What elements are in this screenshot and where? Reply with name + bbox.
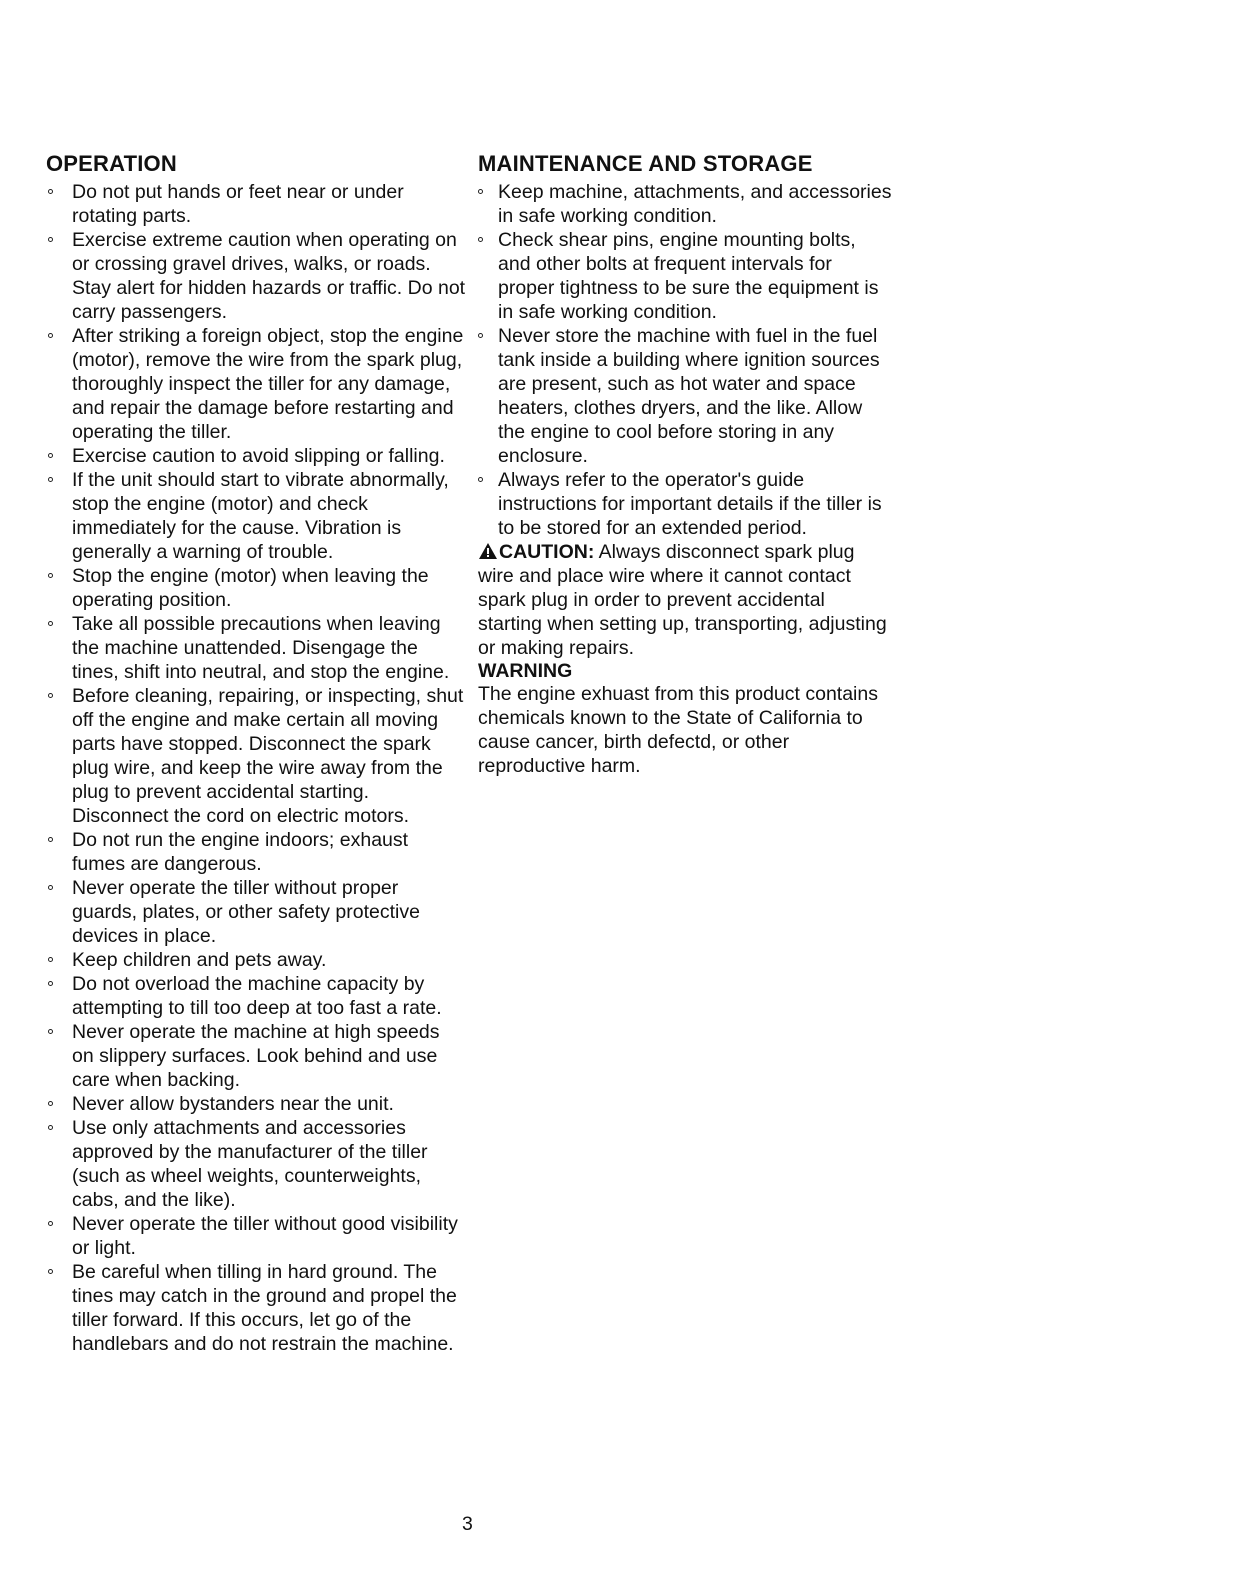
caution-label: CAUTION: [499,541,595,563]
list-item: Do not run the engine indoors; exhaust fumes are dangerous. [46,828,466,876]
warning-text: The engine exhuast from this product contains chemicals known to the State of California to cause cancer, birth defectd, or other reproductive harm. [478,683,878,777]
bullet-icon [48,237,53,242]
list-item: Use only attachments and accessories approved by the manufacturer of the tiller (such as wheel weights, counterweights, cabs, and the like). [46,1116,466,1212]
bullet-icon [48,1125,53,1130]
bullet-icon [48,333,53,338]
bullet-icon [48,693,53,698]
bullet-icon [48,1269,53,1274]
list-item: Do not overload the machine capacity by attempting to till too deep at too fast a rate. [46,972,466,1020]
warning-title: WARNING [478,660,573,682]
list-item: If the unit should start to vibrate abnormally, stop the engine (motor) and check immediately for the cause. Vibration is generally a warning of trouble. [46,468,466,564]
bullet-icon [48,573,53,578]
caution-text: Always disconnect spark plug wire and place wire where it cannot contact spark plug in order to prevent accidental starting when setting up, transporting, adjusting or making repairs. [478,541,887,659]
bullet-icon [48,885,53,890]
maintenance-list [478,180,893,540]
list-item: Be careful when tilling in hard ground. The tines may catch in the ground and propel the tiller forward. If this occurs, let go of the handlebars and do not restrain the machine. [46,1260,466,1356]
list-item: Never operate the tiller without proper guards, plates, or other safety protective devices in place. [46,876,466,948]
bullet-icon [478,477,483,482]
list-item: Keep children and pets away. [46,948,466,972]
warning-triangle-icon [478,542,498,560]
bullet-icon [48,957,53,962]
list-item: Exercise caution to avoid slipping or falling. [46,444,466,468]
bullet-icon [48,1101,53,1106]
bullet-icon [478,237,483,242]
bullet-icon [48,477,53,482]
operation-section [46,150,466,1356]
list-item: Exercise extreme caution when operating on or crossing gravel drives, walks, or roads. Stay alert for hidden hazards or traffic. Do not carry passengers. [46,228,466,324]
bullet-icon [478,333,483,338]
caution-notice [478,540,893,660]
bullet-icon [48,453,53,458]
maintenance-section [478,150,893,778]
list-item: After striking a foreign object, stop the engine (motor), remove the wire from the spark plug, thoroughly inspect the tiller for any damage, and repair the damage before restarting and operating the tiller. [46,324,466,444]
list-item: Do not put hands or feet near or under rotating parts. [46,180,466,228]
list-item: Keep machine, attachments, and accessories in safe working condition. [478,180,893,228]
list-item: Never operate the tiller without good visibility or light. [46,1212,466,1260]
bullet-icon [48,621,53,626]
list-item: Before cleaning, repairing, or inspecting, shut off the engine and make certain all moving parts have stopped. Disconnect the spark plug wire, and keep the wire away from the plug to prevent accidental starting. Disconnect the cord on electric motors. [46,684,466,828]
list-item: Never operate the machine at high speeds on slippery surfaces. Look behind and use care when backing. [46,1020,466,1092]
bullet-icon [48,837,53,842]
list-item: Always refer to the operator's guide instructions for important details if the tiller is to be stored for an extended period. [478,468,893,540]
list-item: Take all possible precautions when leaving the machine unattended. Disengage the tines, shift into neutral, and stop the engine. [46,612,466,684]
maintenance-heading: MAINTENANCE AND STORAGE [478,151,813,176]
operation-heading: OPERATION [46,151,177,176]
bullet-icon [48,189,53,194]
page-number: 3 [462,1513,473,1535]
list-item: Never allow bystanders near the unit. [46,1092,466,1116]
list-item: Never store the machine with fuel in the fuel tank inside a building where ignition sources are present, such as hot water and space heaters, clothes dryers, and the like. Allow the engine to cool before storing in any enclosure. [478,324,893,468]
operation-list [46,180,466,1356]
list-item: Stop the engine (motor) when leaving the operating position. [46,564,466,612]
bullet-icon [48,981,53,986]
bullet-icon [48,1029,53,1034]
bullet-icon [478,189,483,194]
list-item: Check shear pins, engine mounting bolts, and other bolts at frequent intervals for proper tightness to be sure the equipment is in safe working condition. [478,228,893,324]
bullet-icon [48,1221,53,1226]
